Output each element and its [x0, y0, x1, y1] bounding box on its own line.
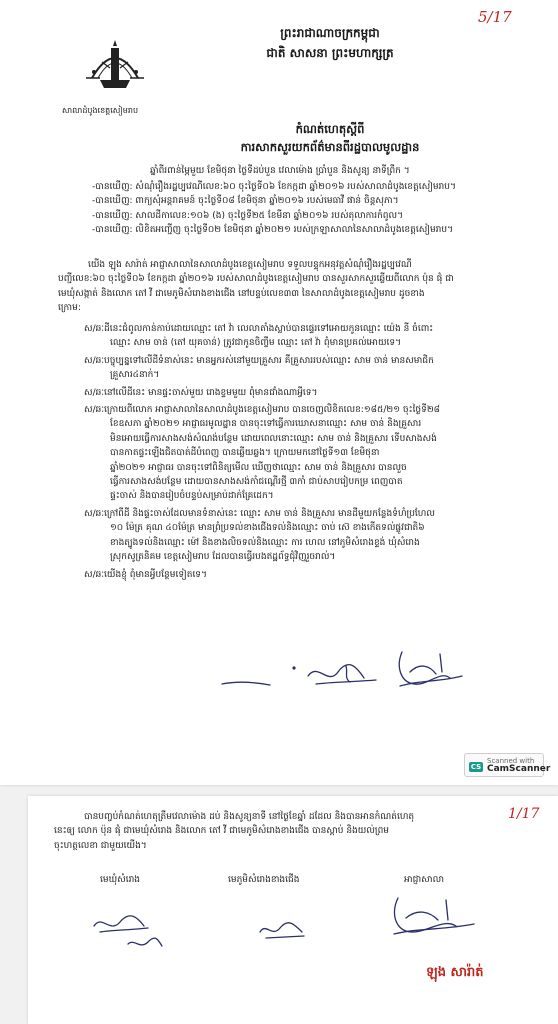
- qa-line: ស/ឆៈក្រោយពីលោក អាជ្ញាសាលានៃសាលាដំបូងខេត្តសៀមរាប បានចេញលិខិតលេខ:១៨៥/២១ ចុះថ្ងៃទី២៨: [84, 405, 441, 416]
- page-mark: 5/17: [478, 8, 512, 26]
- qa-line: ផ្ទះចាស់ និងបានរៀបចំបន្ទប់សម្រាប់ដាក់គ្រែដេក។: [110, 491, 274, 502]
- recital-item: -បានឃើញ: សាលដីកាលេខ:១០៦ (ង) ចុះថ្ងៃទី២៥ ខែមីនា ឆ្នាំ២០១៦ របស់តុលាការកំពូល។: [92, 210, 404, 221]
- qa-line: ស្រុកសូត្រនិគម ខេត្តសៀមរាប ដែលបានធ្វើរបងឥដ្ឋព័ទ្ធជុំវិញរួចរាល់។: [110, 552, 336, 563]
- closing-paragraph: [54, 810, 414, 853]
- scanner-brand: CamScanner: [487, 764, 551, 774]
- signature-clerk: [390, 642, 470, 702]
- qa-section: [84, 322, 440, 582]
- paragraph-line: យើង ឡុង សារ៉ាត់ អាជ្ញាសាលានៃសាលាដំបូងខេត្តសៀមរាប ទទួលបន្ទុកអនុវត្តសំណុំរឿងរដ្ឋប្បវេណី: [88, 260, 412, 270]
- intro-paragraph: [58, 258, 454, 316]
- court-emblem-icon: [80, 34, 150, 98]
- qa-line: ធ្វើការសាងសង់បន្ថែម ដោយបានសាងសង់កាំជណ្ដើរថ្មី ៣កាំ ជាប់សាបរៀបកម្រ ពេញបាត: [110, 477, 403, 488]
- kingdom-header: ព្រះរាជាណាចក្រកម្ពុជា: [280, 26, 380, 40]
- qa-line: មិនអោយធ្វើការសាងសង់សំណង់បន្ថែម ដោយពេលនោះឈ្មោះ សាម ចាន់ និងគ្រួសារ ទើបសាងសង់: [110, 433, 437, 444]
- camscanner-logo-icon: CS: [470, 763, 482, 771]
- signature-label: មេឃុំសំរោង: [100, 875, 140, 885]
- court-name: សាលាដំបូងខេត្តសៀមរាប: [62, 106, 139, 115]
- document-title: កំណត់ហេតុស្ដីពី: [295, 122, 365, 136]
- qa-line: ស/ឆៈបច្ចុប្បន្នទៅលើដីទំនាស់នេះ មានអ្នករស់នៅមួយគ្រួសារ គឺគ្រួសាររបស់ឈ្មោះ សាម ចាន់ មានសមាជិក: [84, 355, 434, 366]
- qa-item: [84, 403, 440, 504]
- paragraph-line: ចុះហត្ថលេខា ជាមួយយើង។: [54, 840, 147, 851]
- qa-line: ឆ្នាំ២០២១ អាជ្ញាធរ បានចុះទៅពិនិត្យមើល ឃើញថាឈ្មោះ សាម ចាន់ និងគ្រួសារ បានលួច: [110, 462, 407, 473]
- qa-line: គ្រួសារ៤នាក់។: [110, 370, 160, 381]
- document-page-2: [28, 796, 558, 1024]
- qa-item: [84, 568, 440, 582]
- signature-dot: [290, 664, 298, 672]
- qa-item: [84, 386, 440, 400]
- qa-line: ខាងត្បូងទល់និងឈ្មោះ ម៉ៅ និងខាងលិចទល់និងឈ្មោះ ការ ហេល នៅភូមិសំរោងខ្ទង់ ឃុំសំរោង: [110, 537, 420, 548]
- qa-line: ស/ឆៈយើងខ្ញុំ ពុំមានអ្វីបន្ថែមទៀតទេ។: [84, 569, 207, 580]
- qa-item: [84, 322, 440, 351]
- clerk-name: ឡុង សារ៉ាត់: [426, 965, 484, 980]
- qa-line: ១០ ម៉ែត្រ គុណ ៤០ម៉ែត្រ មានព្រំប្រទល់ខាងជើងទល់និងឈ្មោះ ចាប់ ស៊េ ខាងកើតទល់ផ្លូវជាតិ៦: [110, 523, 425, 534]
- qa-line: ឈ្មោះ សាម ចាន់ (តៅ យុគចាន់) ត្រូវជាកូនចិញ្ចឹម ឈ្មោះ តៅ វ៉ា ពុំមានប្រគល់អោយទេ។: [110, 338, 402, 349]
- qa-line: ខែឧសភា ឆ្នាំ២០២១ អាជ្ញាធរមូលដ្ឋាន បានចុះទៅធ្វើការឃោសនាឈ្មោះ សាម ចាន់ និងគ្រួសារ: [110, 419, 422, 430]
- recital-item: -បានឃើញ: លិខិតអញ្ជើញ ចុះថ្ងៃទី០២ ខែមិថុនា ឆ្នាំ២០២១ របស់ក្រឡាសាលានៃសាលាដំបូងខេត្តសៀមរាប។: [92, 225, 454, 236]
- qa-item: [84, 507, 440, 565]
- qa-line: បានកាតផ្ទះឡើងជិតបាត់ដីបំពេញ បានឆ្លើយឆ្លង។ ក្រោយមកនៅថ្ងៃទី១៣ ខែមិថុនា: [110, 448, 380, 459]
- scanner-caption: Scanned with: [487, 757, 535, 765]
- signature-label: អាជ្ញាសាលា: [404, 875, 444, 885]
- paragraph-line: នេះឲ្យ លោក ប៉ុន ផុំ ជាមេឃុំសំរោង និងលោក តៅ វី ជាមេភូមិសំរោងខាងជើង បានស្ដាប់ និងយល់ព្រម: [54, 826, 389, 837]
- document-subtitle: ការសាកសួរយកព័ត៌មានពីរដ្ឋបាលមូលដ្ឋាន: [240, 140, 420, 154]
- paragraph-line: បានបញ្ចប់កំណត់ហេតុត្រឹមវេលាម៉ោង ដប់ និងសូន្យនាទី នៅថ្ងៃខែឆ្នាំ ដដែល និងបានអានកំណត់ហេតុ: [84, 812, 415, 822]
- qa-line: ស/ឆៈដីនេះជំពូលកាន់កាប់ដោយឈ្មោះ តៅ វ៉ា លេលាតាំងស្លាប់បានផ្ទេរទៅអោយកូនឈ្មោះ យ៉េង នី ចំពោះ: [84, 324, 434, 334]
- recitals-list: [92, 180, 456, 238]
- qa-line: ស/ឆៈក្រៅពីដី និងផ្ទះចាស់ដែលមានទំនាស់នេះ ឈ្មោះ សាម ចាន់ និងគ្រួសារ មានដីមួយកន្លែងទំហំប្រហែល: [84, 508, 435, 519]
- paragraph-line: បញ្ជីលេខ:៦០ ចុះថ្ងៃទី០៦ ខែកក្កដា ឆ្នាំ២០១៦ របស់សាលាដំបូងខេត្តសៀមរាប បានសួរសាកសួរឆ្លើយពីលោក ប៉ុន ផុំ ជា: [58, 274, 454, 285]
- signature-label: មេភូមិសំរោងខាងជើង: [228, 875, 300, 885]
- camscanner-badge: [464, 753, 551, 777]
- recital-item: -បានឃើញ: សំណុំរឿងរដ្ឋប្បវេណីលេខ:៦០ ចុះថ្ងៃទី០៦ ខែកក្កដា ឆ្នាំ២០១៦ របស់សាលាដំបូងខេត្តសៀមរាប។: [92, 182, 456, 192]
- qa-line: ស/ឆៈនៅលើដីនេះ មានផ្ទះចាស់មួយ រោងខ្ទមមួយ ពុំមានជាំងណាអ្វីទេ។: [84, 387, 318, 398]
- paragraph-line: មេឃុំសង្កាត់ និងលោក តៅ វី ជាមេភូមិសំរោងខាងជើង នៅបន្ទប់លេខ៣៣ នៃសាលាដំបូងខេត្តសៀមរាប ដូចខាង: [58, 288, 425, 299]
- signature-village-chief: [254, 908, 314, 948]
- motto-header: ជាតិ សាសនា ព្រះមហាក្សត្រ: [266, 46, 394, 60]
- date-line: ឆ្នាំពីរពាន់ម្ភៃមួយ ខែមិថុនា ថ្ងៃទីដប់បួន វេលាម៉ោង ប្រាំបួន និងសូន្យ នាទីព្រឹក ។: [150, 166, 410, 176]
- signature-clerk: [384, 888, 484, 948]
- page-mark: 1/17: [508, 806, 540, 822]
- recital-item: -បានឃើញ: ពាក្យសុំអន្តរាគមន៍ ចុះថ្ងៃទី០៨ ខែមិថុនា ឆ្នាំ២០១៦ របស់មេធាវី ផាន់ ចិន្តសុភា។: [92, 196, 399, 207]
- qa-item: [84, 354, 440, 383]
- signature-mark-1: [218, 670, 278, 694]
- signature-commune-chief: [88, 904, 168, 964]
- signature-village-chief: [302, 656, 382, 696]
- paragraph-line: ក្រោម:: [58, 303, 81, 314]
